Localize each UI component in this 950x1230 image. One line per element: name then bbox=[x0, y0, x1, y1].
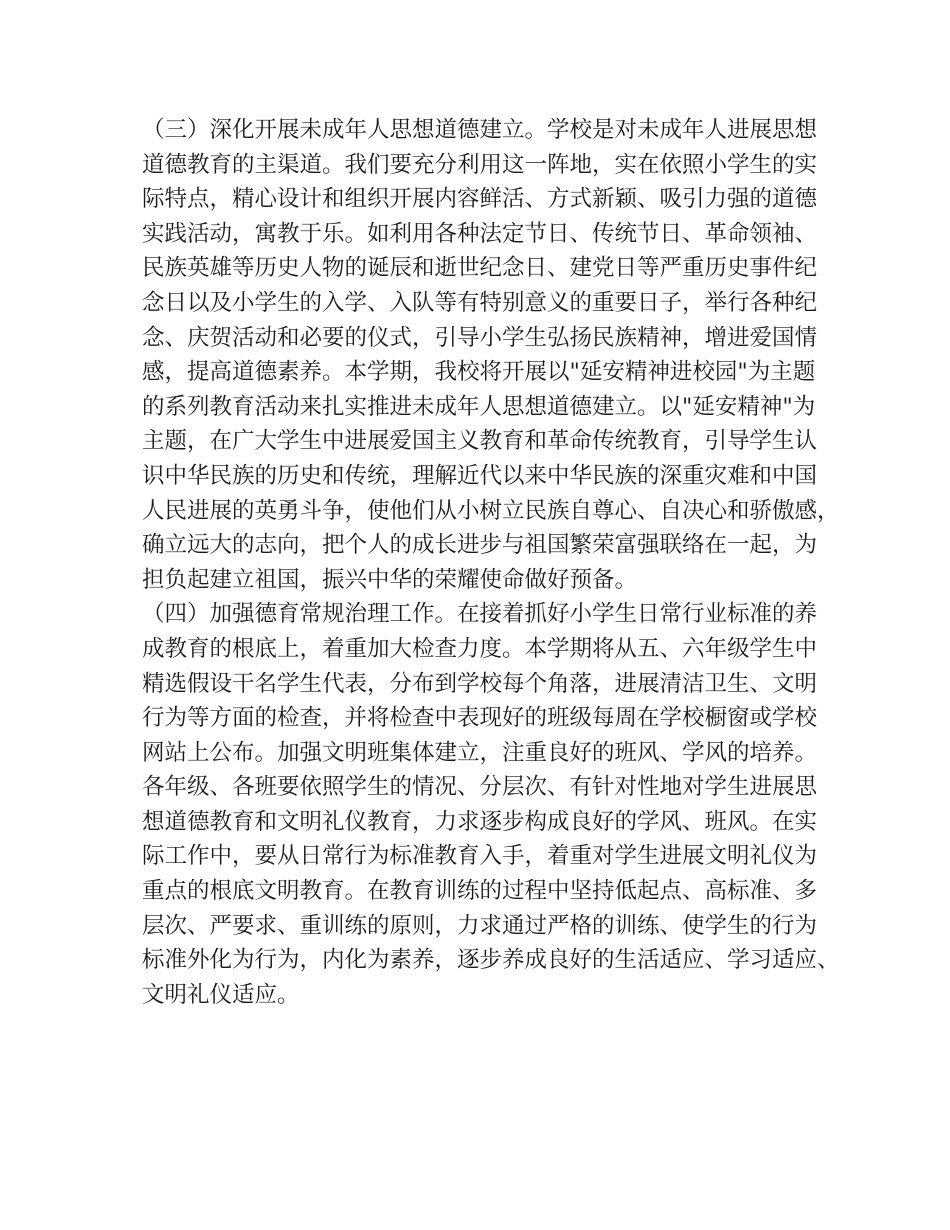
text-line: 成教育的根底上，着重加大检查力度。本学期将从五、六年级学生中 bbox=[142, 635, 818, 662]
text-line: 识中华民族的历史和传统，理解近代以来中华民族的深重灾难和中国 bbox=[142, 462, 818, 489]
text-line: 标准外化为行为，内化为素养，逐步养成良好的生活适应、学习适应、 bbox=[142, 947, 840, 974]
text-line: 主题，在广大学生中进展爱国主义教育和革命传统教育，引导学生认 bbox=[142, 428, 818, 455]
text-line: 担负起建立祖国，振兴中华的荣耀使命做好预备。 bbox=[142, 566, 638, 593]
text-line: 民族英雄等历史人物的诞辰和逝世纪念日、建党日等严重历史事件纪 bbox=[142, 255, 818, 282]
text-line: 际特点，精心设计和组织开展内容鲜活、方式新颖、吸引力强的道德 bbox=[142, 186, 818, 213]
text-line: 念日以及小学生的入学、入队等有特别意义的重要日子，举行各种纪 bbox=[142, 289, 818, 316]
text-line: 行为等方面的检查，并将检查中表现好的班级每周在学校橱窗或学校 bbox=[142, 705, 818, 732]
text-line: 层次、严要求、重训练的原则，力求通过严格的训练、使学生的行为 bbox=[142, 912, 818, 939]
text-line: （四）加强德育常规治理工作。在接着抓好小学生日常行业标准的养 bbox=[142, 601, 818, 628]
text-line: 的系列教育活动来扎实推进未成年人思想道德建立。以"延安精神"为 bbox=[142, 393, 816, 420]
text-line: 实践活动，寓教于乐。如利用各种法定节日、传统节日、革命领袖、 bbox=[142, 220, 818, 247]
text-line: 确立远大的志向，把个人的成长进步与祖国繁荣富强联络在一起，为 bbox=[142, 532, 818, 559]
text-line: 网站上公布。加强文明班集体建立，注重良好的班风、学风的培养。 bbox=[142, 739, 818, 766]
text-line: 重点的根底文明教育。在教育训练的过程中坚持低起点、高标准、多 bbox=[142, 878, 818, 905]
text-line: 各年级、各班要依照学生的情况、分层次、有针对性地对学生进展思 bbox=[142, 774, 818, 801]
text-line: 道德教育的主渠道。我们要充分利用这一阵地，实在依照小学生的实 bbox=[142, 151, 818, 178]
text-line: 感，提高道德素养。本学期，我校将开展以"延安精神进校园"为主题 bbox=[142, 359, 816, 386]
text-line: 人民进展的英勇斗争，使他们从小树立民族自尊心、自决心和骄傲感， bbox=[142, 497, 840, 524]
text-line: 念、庆贺活动和必要的仪式，引导小学生弘扬民族精神，增进爱国情 bbox=[142, 324, 818, 351]
text-line: 想道德教育和文明礼仪教育，力求逐步构成良好的学风、班风。在实 bbox=[142, 808, 818, 835]
text-line: （三）深化开展未成年人思想道德建立。学校是对未成年人进展思想 bbox=[142, 117, 818, 143]
text-line: 文明礼仪适应。 bbox=[142, 981, 300, 1008]
text-line: 精选假设干名学生代表，分布到学校每个角落，进展清洁卫生、文明 bbox=[142, 670, 818, 697]
text-line: 际工作中，要从日常行为标准教育入手，着重对学生进展文明礼仪为 bbox=[142, 843, 818, 870]
body-text bbox=[142, 113, 840, 1012]
